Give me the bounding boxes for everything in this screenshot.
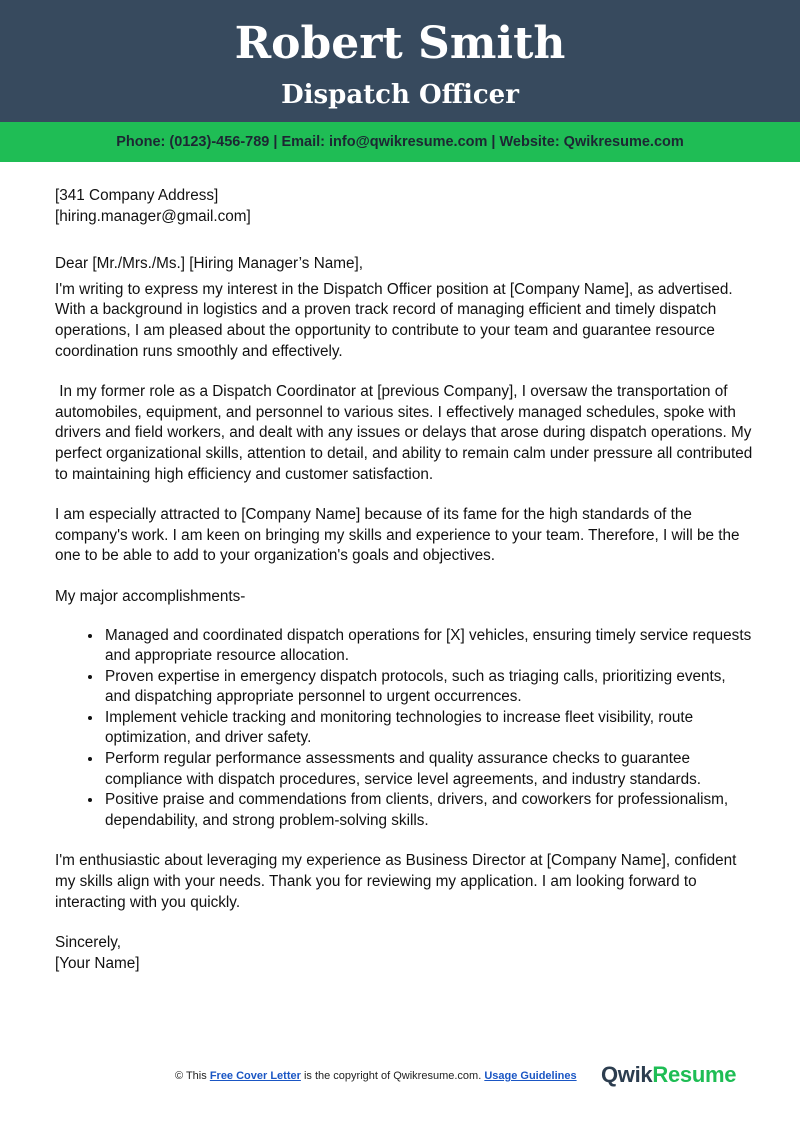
copyright-middle: is the copyright of Qwikresume.com. [300,1070,485,1082]
qwikresume-logo [601,1062,736,1088]
list-item: • Proven expertise in emergency dispatch protocols, such as triaging calls, prioritizing events, and dispatching appropriate personnel to urgent occurrences. [103,667,755,708]
paragraph-motivation: I am especially attracted to [Company Name] because of its fame for the high standards of the company's work. I am keen on bringing my skills and experience to your team. Therefore, I will be the one to be able to add to your organization's goals and objectives. [55,506,740,565]
applicant-name: Robert Smith [234,18,566,69]
list-item: • Implement vehicle tracking and monitoring technologies to increase fleet visibility, route optimization, and driver safety. [103,708,755,749]
paragraph-experience: In my former role as a Dispatch Coordinator at [previous Company], I oversaw the transportation of automobiles, equipment, and personnel to various sites. I effectively managed schedules, spoke with drivers and field workers, and dealt with any issues or delays that arose during dispatch operations. My perfect organizational skills, attention to detail, and ability to remain calm under pressure all contributed to maintaining high efficiency and customer satisfaction. [55,383,757,483]
letter-header [0,0,800,122]
logo-part-qwik: Qwik [601,1062,653,1087]
paragraph-intro: I'm writing to express my interest in the Dispatch Officer position at [Company Name], as advertised. With a background in logistics and a proven track record of managing efficient and timely dispatch operations, I am pleased about the opportunity to contribute to your team and guarantee resource coordination runs smoothly and effectively. [55,280,737,360]
footer [0,1060,800,1094]
free-cover-letter-link[interactable]: Free Cover Letter [209,1070,301,1082]
address-line-2: [hiring.manager@gmail.com] [55,207,251,225]
job-title: Dispatch Officer [281,80,519,110]
list-item: • Perform regular performance assessments and quality assurance checks to guarantee compliance with dispatch procedures, service level agreements, and industry standards. [103,749,755,790]
copyright-note [175,1070,577,1082]
accomplishments-list [55,626,755,832]
logo-part-resume: Resume [652,1062,737,1087]
contact-bar: Phone: (0123)-456-789 | Email: info@qwikresume.com | Website: Qwikresume.com [0,122,800,162]
copyright-prefix: © This [175,1070,210,1082]
usage-guidelines-link[interactable]: Usage Guidelines [484,1070,577,1082]
signature-name: [Your Name] [55,954,140,972]
address-line-1: [341 Company Address] [55,187,219,204]
accomplishments-heading: My major accomplishments- [55,587,246,605]
closing-paragraph: I'm enthusiastic about leveraging my experience as Business Director at [Company Name], confident my skills align with your needs. Thank you for reviewing my application. I am looking forward to interacting with you quickly. [55,852,737,911]
list-item: • Positive praise and commendations from clients, drivers, and coworkers for professionalism, dependability, and strong problem-solving skills. [103,790,755,831]
signoff-line: Sincerely, [55,934,122,952]
list-item: • Managed and coordinated dispatch operations for [X] vehicles, ensuring timely service requests and appropriate resource allocation. [103,626,755,667]
salutation: Dear [Mr./Mrs./Ms.] [Hiring Manager’s Name], [55,255,363,273]
letter-body [55,186,755,974]
